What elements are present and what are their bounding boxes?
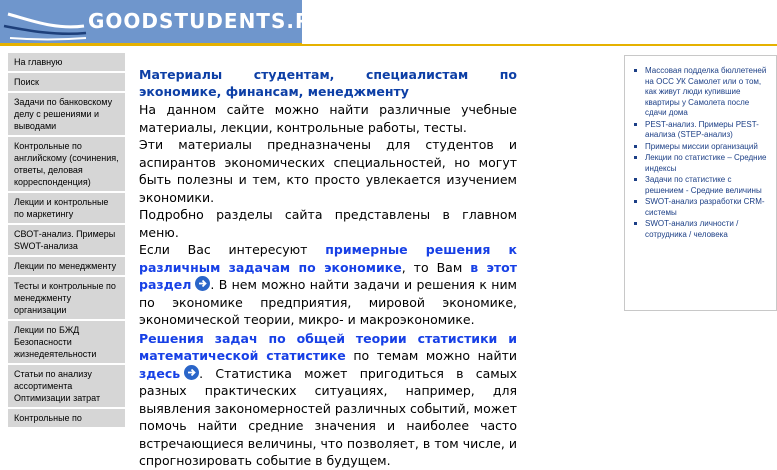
logo-swoosh-icon <box>0 0 90 46</box>
economics-desc-text: . В нем можно найти задачи и решения к ним по экономике предприятия, мировой экономике, экономической теории, микро- и макроэкономике. <box>139 277 517 327</box>
economics-intro-text: Если Вас интересуют <box>139 242 326 257</box>
statistics-paragraph <box>139 330 517 470</box>
site-logo-text: GOODSTUDENTS.RU <box>88 9 329 33</box>
related-link[interactable]: SWOT-анализ разработки CRM-системы <box>645 197 765 217</box>
menu-item-assortment[interactable]: Статьи по анализу ассортимента Оптимизации затрат <box>8 365 125 409</box>
economics-mid-text: , то Вам <box>401 259 471 275</box>
list-item <box>631 175 772 196</box>
menu-item-home[interactable]: На главную <box>8 53 125 73</box>
menu-item-search[interactable]: Поиск <box>8 73 125 93</box>
list-item <box>631 153 772 174</box>
statistics-tasks-link[interactable]: Решения задач по общей теории статистики и математической статистике <box>139 330 517 363</box>
intro-paragraph: На данном сайте можно найти различные учебные материалы, лекции, контрольные работы, тесты. <box>139 102 517 135</box>
menu-item-marketing[interactable]: Лекции и контрольные по маркетингу <box>8 193 125 225</box>
economics-tasks-link[interactable]: примерные решения к различным задачам по экономике <box>139 242 517 275</box>
menu-item-swot[interactable]: СВОТ-анализ. Примеры SWOT-анализа <box>8 225 125 257</box>
related-link[interactable]: SWOT-анализ личности / сотрудника / человека <box>645 219 739 239</box>
list-item <box>631 197 772 218</box>
left-navigation-menu <box>8 53 125 429</box>
logo-banner[interactable] <box>0 0 329 46</box>
menu-item-life-safety[interactable]: Лекции по БЖД Безопасности жизнедеятельности <box>8 321 125 365</box>
bullet-icon <box>634 145 637 148</box>
bullet-icon <box>634 200 637 203</box>
bullet-icon <box>634 156 637 159</box>
related-links-list <box>625 56 776 240</box>
related-link[interactable]: Лекции по статистике – Средние индексы <box>645 153 767 173</box>
economics-section-link[interactable]: в этот раздел <box>139 259 517 292</box>
menu-note-paragraph: Подробно разделы сайта представлены в главном меню. <box>139 207 517 240</box>
statistics-here-link[interactable]: здесь <box>139 365 181 381</box>
list-item <box>631 219 772 240</box>
bullet-icon <box>634 222 637 225</box>
header-divider <box>302 44 777 46</box>
bullet-icon <box>634 123 637 126</box>
arrow-right-icon[interactable] <box>184 365 199 380</box>
page-title: Материалы студентам, специалистам по экономике, финансам, менеджменту <box>139 67 517 99</box>
list-item <box>631 66 772 119</box>
menu-item-banking-tasks[interactable]: Задачи по банковскому делу с решениями и выводами <box>8 93 125 137</box>
related-link[interactable]: Задачи по статистике с решением - Средние величины <box>645 175 762 195</box>
bullet-icon <box>634 69 637 72</box>
statistics-mid-text: по темам можно найти <box>345 348 517 363</box>
statistics-desc-text: . Статистика может пригодиться в самых разных практических ситуациях, например, для выявления закономерностей различных событий, может помочь найти средние значения и наиболее часто встречающиеся величины, что позволяет, в том числе, и спрогнозировать событие в будущем. <box>139 365 517 468</box>
main-content <box>139 66 517 470</box>
economics-tasks-paragraph <box>139 241 517 329</box>
menu-item-english-tests[interactable]: Контрольные по английскому (сочинения, ответы, деловая корреспонденция) <box>8 137 125 193</box>
menu-item-management-lectures[interactable]: Лекции по менеджменту <box>8 257 125 277</box>
bullet-icon <box>634 178 637 181</box>
arrow-right-icon[interactable] <box>195 276 210 291</box>
audience-paragraph: Эти материалы предназначены для студентов и аспирантов экономических специальностей, но могут быть полезны и тем, кто просто увлекается изучением экономики. <box>139 137 517 205</box>
menu-item-management-tests[interactable]: Тесты и контрольные по менеджменту организации <box>8 277 125 321</box>
related-link[interactable]: Примеры миссии организаций <box>645 141 758 151</box>
site-header <box>0 0 777 50</box>
related-link[interactable]: Массовая подделка бюллетеней на ОСС УК Самолет или о том, как живут люди купившие квартиры у Самолета после сдачи дома <box>645 66 767 117</box>
right-sidebar <box>624 55 777 311</box>
list-item <box>631 120 772 141</box>
menu-item-tests-more[interactable]: Контрольные по <box>8 409 125 429</box>
related-link[interactable]: PEST-анализ. Примеры PEST-анализа (STEP-анализ) <box>645 119 759 139</box>
list-item <box>631 142 772 153</box>
